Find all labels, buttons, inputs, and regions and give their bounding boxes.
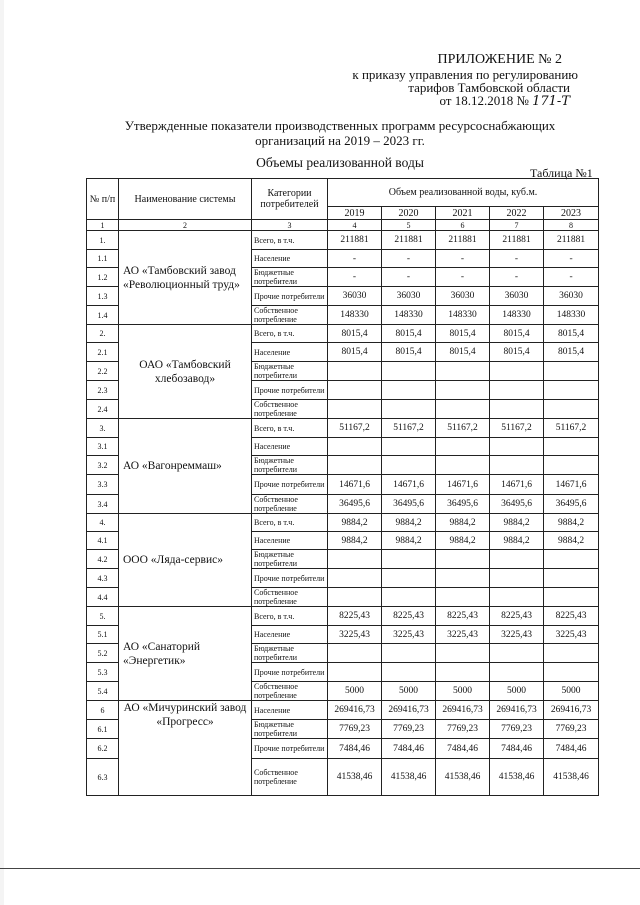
index-cell: 2 [119, 220, 252, 231]
volume-value [490, 381, 544, 400]
consumer-category: Население [252, 532, 328, 550]
row-number: 5.2 [87, 644, 119, 663]
system-name: АО «Тамбовский завод «Революционный труд» [119, 231, 252, 325]
row-number: 1.3 [87, 287, 119, 306]
volume-value: 7769,23 [436, 720, 490, 739]
volume-value [544, 456, 599, 475]
volume-value [436, 381, 490, 400]
volume-value: 211881 [382, 231, 436, 250]
volume-value: 8015,4 [382, 343, 436, 362]
volume-value [436, 438, 490, 456]
volume-value [382, 550, 436, 569]
volume-value: 9884,2 [436, 532, 490, 550]
consumer-category: Прочие потребители [252, 287, 328, 306]
header-year: 2020 [382, 207, 436, 220]
row-number: 5.4 [87, 682, 119, 701]
volume-value: 8015,4 [382, 325, 436, 343]
volume-value: 9884,2 [544, 532, 599, 550]
header-year: 2022 [490, 207, 544, 220]
volume-value: 7769,23 [382, 720, 436, 739]
handwritten-order-number: 171-Т [532, 94, 570, 109]
volume-value: 51167,2 [382, 419, 436, 438]
volume-value: 5000 [328, 682, 382, 701]
row-number: 5.3 [87, 663, 119, 682]
row-number: 6.3 [87, 759, 119, 796]
row-number: 5. [87, 607, 119, 626]
consumer-category: Бюджетные потребители [252, 362, 328, 381]
volume-value: 8225,43 [490, 607, 544, 626]
volume-value: 51167,2 [328, 419, 382, 438]
row-number: 2.2 [87, 362, 119, 381]
volume-value: 9884,2 [382, 532, 436, 550]
table-row [87, 701, 599, 720]
volume-value: 269416,73 [490, 701, 544, 720]
row-number: 1.1 [87, 250, 119, 268]
volume-value: 211881 [328, 231, 382, 250]
volume-value: - [436, 250, 490, 268]
consumer-category: Население [252, 438, 328, 456]
volume-value: 51167,2 [436, 419, 490, 438]
header-num: № п/п [87, 179, 119, 220]
consumer-category: Население [252, 250, 328, 268]
volume-value [436, 644, 490, 663]
volume-value: 7769,23 [328, 720, 382, 739]
consumer-category: Всего, в т.ч. [252, 607, 328, 626]
volume-value: 3225,43 [490, 626, 544, 644]
consumer-category: Собственное потребление [252, 306, 328, 325]
volume-value [436, 569, 490, 588]
row-number: 2.1 [87, 343, 119, 362]
volume-value: 269416,73 [382, 701, 436, 720]
volume-value [490, 362, 544, 381]
system-name: ООО «Ляда-сервис» [119, 514, 252, 607]
volume-value: - [544, 250, 599, 268]
volume-value [544, 588, 599, 607]
volume-value: - [490, 250, 544, 268]
consumer-category: Прочие потребители [252, 663, 328, 682]
consumer-category: Население [252, 343, 328, 362]
consumer-category: Всего, в т.ч. [252, 325, 328, 343]
volume-value: 36495,6 [544, 495, 599, 514]
consumer-category: Всего, в т.ч. [252, 514, 328, 532]
volume-value: 36030 [382, 287, 436, 306]
volume-value: 8015,4 [328, 325, 382, 343]
volume-value: 5000 [382, 682, 436, 701]
volume-value: 5000 [544, 682, 599, 701]
header-system-name: Наименование системы [119, 179, 252, 220]
index-cell: 1 [87, 220, 119, 231]
volume-value: 51167,2 [490, 419, 544, 438]
volume-value: 211881 [490, 231, 544, 250]
volume-value [328, 588, 382, 607]
volume-value: 36495,6 [382, 495, 436, 514]
consumer-category: Прочие потребители [252, 739, 328, 759]
consumer-category: Собственное потребление [252, 495, 328, 514]
volume-value: 7484,46 [382, 739, 436, 759]
volume-value: - [328, 268, 382, 287]
appendix-title: ПРИЛОЖЕНИЕ № 2 [437, 52, 562, 67]
consumer-category: Бюджетные потребители [252, 456, 328, 475]
header-year: 2021 [436, 207, 490, 220]
volume-value [436, 456, 490, 475]
system-name: ОАО «Тамбовский хлебозавод» [119, 325, 252, 419]
row-number: 2.4 [87, 400, 119, 419]
volume-value: 14671,6 [328, 475, 382, 495]
volume-value: 8225,43 [382, 607, 436, 626]
volume-value: 41538,46 [490, 759, 544, 796]
volume-value: 148330 [436, 306, 490, 325]
volume-value: 8015,4 [328, 343, 382, 362]
appendix-authority-line: тарифов Тамбовской области [408, 80, 570, 95]
row-number: 4.3 [87, 569, 119, 588]
volume-value [328, 381, 382, 400]
row-number: 3.4 [87, 495, 119, 514]
system-name: АО «Вагонреммаш» [119, 419, 252, 514]
document-title-line2: организаций на 2019 – 2023 гг. [255, 133, 425, 148]
document-title: Утвержденные показатели производственных программ ресурсоснабжающих [124, 118, 556, 133]
row-number: 5.1 [87, 626, 119, 644]
order-date: от 18.12.2018 № [439, 93, 529, 108]
volume-value: 148330 [382, 306, 436, 325]
header-volume: Объем реализованной воды, куб.м. [328, 179, 599, 207]
consumer-category: Бюджетные потребители [252, 644, 328, 663]
volume-value: 8015,4 [436, 325, 490, 343]
index-cell: 4 [328, 220, 382, 231]
system-name: АО «Санаторий «Энергетик» [119, 607, 252, 701]
volume-value [382, 569, 436, 588]
consumer-category: Всего, в т.ч. [252, 231, 328, 250]
volume-value: 36495,6 [436, 495, 490, 514]
volume-value: 9884,2 [544, 514, 599, 532]
volume-value [490, 400, 544, 419]
row-number: 2. [87, 325, 119, 343]
volume-value [328, 400, 382, 419]
volume-value [382, 644, 436, 663]
volume-value: 36030 [436, 287, 490, 306]
volume-value: 7484,46 [328, 739, 382, 759]
volume-value: - [490, 268, 544, 287]
consumer-category: Прочие потребители [252, 569, 328, 588]
volume-value: 36030 [544, 287, 599, 306]
volume-value [490, 456, 544, 475]
volume-value: 36495,6 [490, 495, 544, 514]
volume-value [382, 362, 436, 381]
volume-value: 3225,43 [544, 626, 599, 644]
consumer-category: Всего, в т.ч. [252, 419, 328, 438]
consumer-category: Бюджетные потребители [252, 550, 328, 569]
volume-value: 269416,73 [544, 701, 599, 720]
volume-value [544, 550, 599, 569]
volume-value: - [328, 250, 382, 268]
volume-value: 269416,73 [436, 701, 490, 720]
volume-value [436, 400, 490, 419]
volume-value [490, 569, 544, 588]
header-year: 2023 [544, 207, 599, 220]
volume-value [382, 456, 436, 475]
table-row [87, 607, 599, 626]
volume-value: 41538,46 [328, 759, 382, 796]
volume-value [544, 381, 599, 400]
volume-value [544, 644, 599, 663]
volume-value [382, 400, 436, 419]
index-cell: 5 [382, 220, 436, 231]
consumer-category: Прочие потребители [252, 381, 328, 400]
table-row [87, 231, 599, 250]
index-cell: 8 [544, 220, 599, 231]
volume-value: 8225,43 [436, 607, 490, 626]
table-row [87, 419, 599, 438]
volume-value [328, 663, 382, 682]
volume-value: 8225,43 [328, 607, 382, 626]
consumer-category: Собственное потребление [252, 588, 328, 607]
table-subtitle: Объемы реализованной воды [256, 155, 424, 170]
consumer-category: Население [252, 701, 328, 720]
volume-value: 14671,6 [382, 475, 436, 495]
volume-value: - [436, 268, 490, 287]
volume-value: 51167,2 [544, 419, 599, 438]
volume-value: 7769,23 [544, 720, 599, 739]
volume-value [490, 550, 544, 569]
volume-value [490, 644, 544, 663]
appendix-order-line: к приказу управления по регулированию [352, 67, 578, 82]
volume-value [436, 362, 490, 381]
index-cell: 7 [490, 220, 544, 231]
volume-value: - [382, 268, 436, 287]
appendix-date-line [439, 93, 570, 109]
volume-value: 14671,6 [490, 475, 544, 495]
index-cell: 3 [252, 220, 328, 231]
volume-value: 9884,2 [490, 514, 544, 532]
volume-value: 7484,46 [436, 739, 490, 759]
volume-value [436, 588, 490, 607]
volume-value: 9884,2 [490, 532, 544, 550]
volume-value: 8225,43 [544, 607, 599, 626]
volume-value: 148330 [490, 306, 544, 325]
volume-value: 3225,43 [382, 626, 436, 644]
system-name: АО «Мичуринский завод «Прогресс» [119, 701, 252, 796]
volume-value [490, 663, 544, 682]
volume-value [544, 663, 599, 682]
volume-value [544, 438, 599, 456]
volume-value: 5000 [436, 682, 490, 701]
volume-value [382, 663, 436, 682]
volume-value: 8015,4 [544, 325, 599, 343]
volume-value: 41538,46 [382, 759, 436, 796]
volume-value: 8015,4 [436, 343, 490, 362]
volume-value: 269416,73 [328, 701, 382, 720]
row-number: 1.4 [87, 306, 119, 325]
volume-value: 14671,6 [544, 475, 599, 495]
volume-value [382, 438, 436, 456]
row-number: 1.2 [87, 268, 119, 287]
volume-value: 41538,46 [436, 759, 490, 796]
consumer-category: Прочие потребители [252, 475, 328, 495]
volume-value: 9884,2 [328, 532, 382, 550]
row-number: 3.1 [87, 438, 119, 456]
volume-value: 211881 [436, 231, 490, 250]
volume-value: 7484,46 [544, 739, 599, 759]
volume-value [544, 400, 599, 419]
row-number: 2.3 [87, 381, 119, 400]
consumer-category: Население [252, 626, 328, 644]
volume-value [436, 550, 490, 569]
volume-value [328, 438, 382, 456]
volume-value [544, 362, 599, 381]
consumer-category: Бюджетные потребители [252, 720, 328, 739]
row-number: 6.2 [87, 739, 119, 759]
volume-value [328, 550, 382, 569]
table-row [87, 514, 599, 532]
volume-value: 14671,6 [436, 475, 490, 495]
volume-value: 9884,2 [382, 514, 436, 532]
volume-value [544, 569, 599, 588]
volume-value: 9884,2 [328, 514, 382, 532]
row-number: 3. [87, 419, 119, 438]
consumer-category: Собственное потребление [252, 759, 328, 796]
volume-value: - [382, 250, 436, 268]
volume-value [490, 588, 544, 607]
consumer-category: Собственное потребление [252, 682, 328, 701]
volume-value: 148330 [328, 306, 382, 325]
volume-value: 41538,46 [544, 759, 599, 796]
volume-value: 36030 [328, 287, 382, 306]
row-number: 4.4 [87, 588, 119, 607]
water-volume-table [86, 178, 599, 796]
volume-value: 7484,46 [490, 739, 544, 759]
row-number: 3.3 [87, 475, 119, 495]
volume-value: 8015,4 [490, 325, 544, 343]
volume-value: 148330 [544, 306, 599, 325]
row-number: 4.2 [87, 550, 119, 569]
volume-value [328, 644, 382, 663]
volume-value [382, 588, 436, 607]
volume-value [436, 663, 490, 682]
row-number: 3.2 [87, 456, 119, 475]
volume-value [382, 381, 436, 400]
row-number: 6 [87, 701, 119, 720]
index-cell: 6 [436, 220, 490, 231]
volume-value: 3225,43 [328, 626, 382, 644]
volume-value: 3225,43 [436, 626, 490, 644]
volume-value [328, 569, 382, 588]
row-number: 6.1 [87, 720, 119, 739]
consumer-category: Бюджетные потребители [252, 268, 328, 287]
volume-value: 36495,6 [328, 495, 382, 514]
table-row [87, 325, 599, 343]
page-bottom-border [0, 868, 640, 869]
volume-value: 5000 [490, 682, 544, 701]
volume-value: 8015,4 [490, 343, 544, 362]
header-category: Категории потребителей [252, 179, 328, 220]
table-number: Таблица №1 [530, 166, 593, 180]
volume-value [328, 362, 382, 381]
scan-edge [0, 0, 4, 905]
volume-value [328, 456, 382, 475]
row-number: 1. [87, 231, 119, 250]
volume-value: 36030 [490, 287, 544, 306]
volume-value: - [544, 268, 599, 287]
header-year: 2019 [328, 207, 382, 220]
volume-value: 8015,4 [544, 343, 599, 362]
volume-value: 211881 [544, 231, 599, 250]
volume-value: 9884,2 [436, 514, 490, 532]
volume-value: 7769,23 [490, 720, 544, 739]
consumer-category: Собственное потребление [252, 400, 328, 419]
row-number: 4. [87, 514, 119, 532]
row-number: 4.1 [87, 532, 119, 550]
volume-value [490, 438, 544, 456]
